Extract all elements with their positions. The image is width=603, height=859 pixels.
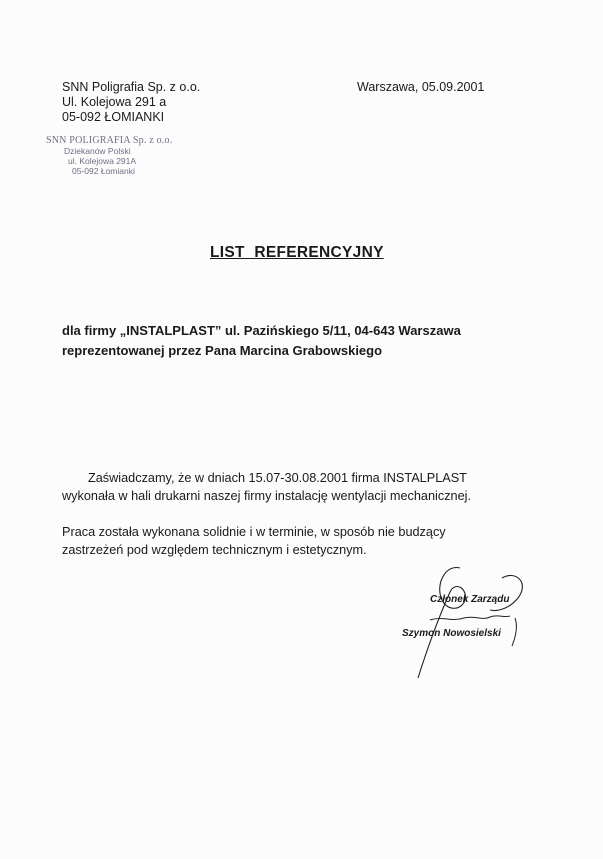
handwritten-signature (390, 560, 550, 690)
body-p1-line-1: Zaświadczamy, że w dniach 15.07-30.08.2001 firma INSTALPLAST (88, 471, 467, 485)
body-p1-line-2: wykonała w hali drukarni naszej firmy instalację wentylacji mechanicznej. (62, 489, 471, 503)
signatory-role: Członek Zarządu (430, 594, 510, 605)
recipient-representative: reprezentowanej przez Pana Marcina Grabowskiego (62, 343, 383, 358)
sender-company: SNN Poligrafia Sp. z o.o. (62, 80, 201, 94)
signature-block (390, 560, 550, 690)
stamp-company: SNN POLIGRAFIA Sp. z o.o. (46, 135, 173, 146)
stamp-locality: Dziekanów Polski (64, 146, 131, 156)
sender-city: 05-092 ŁOMIANKI (62, 110, 165, 124)
recipient-block (62, 321, 461, 361)
letter-date: Warszawa, 05.09.2001 (357, 80, 485, 94)
sender-street: Ul. Kolejowa 291 a (62, 95, 167, 109)
body-paragraph-1 (62, 469, 562, 505)
recipient-company: dla firmy „INSTALPLAST” ul. Pazińskiego 5/11, 04-643 Warszawa (62, 323, 461, 338)
letter-body (62, 469, 562, 559)
body-p2-line-2: zastrzeżeń pod względem technicznym i estetycznym. (62, 543, 367, 557)
stamp-street: ul. Kolejowa 291A (68, 156, 137, 166)
document-title: LIST REFERENCYJNY (210, 244, 384, 261)
stamp-city: 05-092 Łomianki (72, 166, 135, 176)
body-paragraph-2 (62, 523, 562, 559)
sender-address (62, 80, 200, 125)
body-p2-line-1: Praca została wykonana solidnie i w terminie, w sposób nie budzący (62, 525, 446, 539)
signatory-name: Szymon Nowosielski (402, 628, 501, 639)
company-stamp (46, 136, 172, 176)
